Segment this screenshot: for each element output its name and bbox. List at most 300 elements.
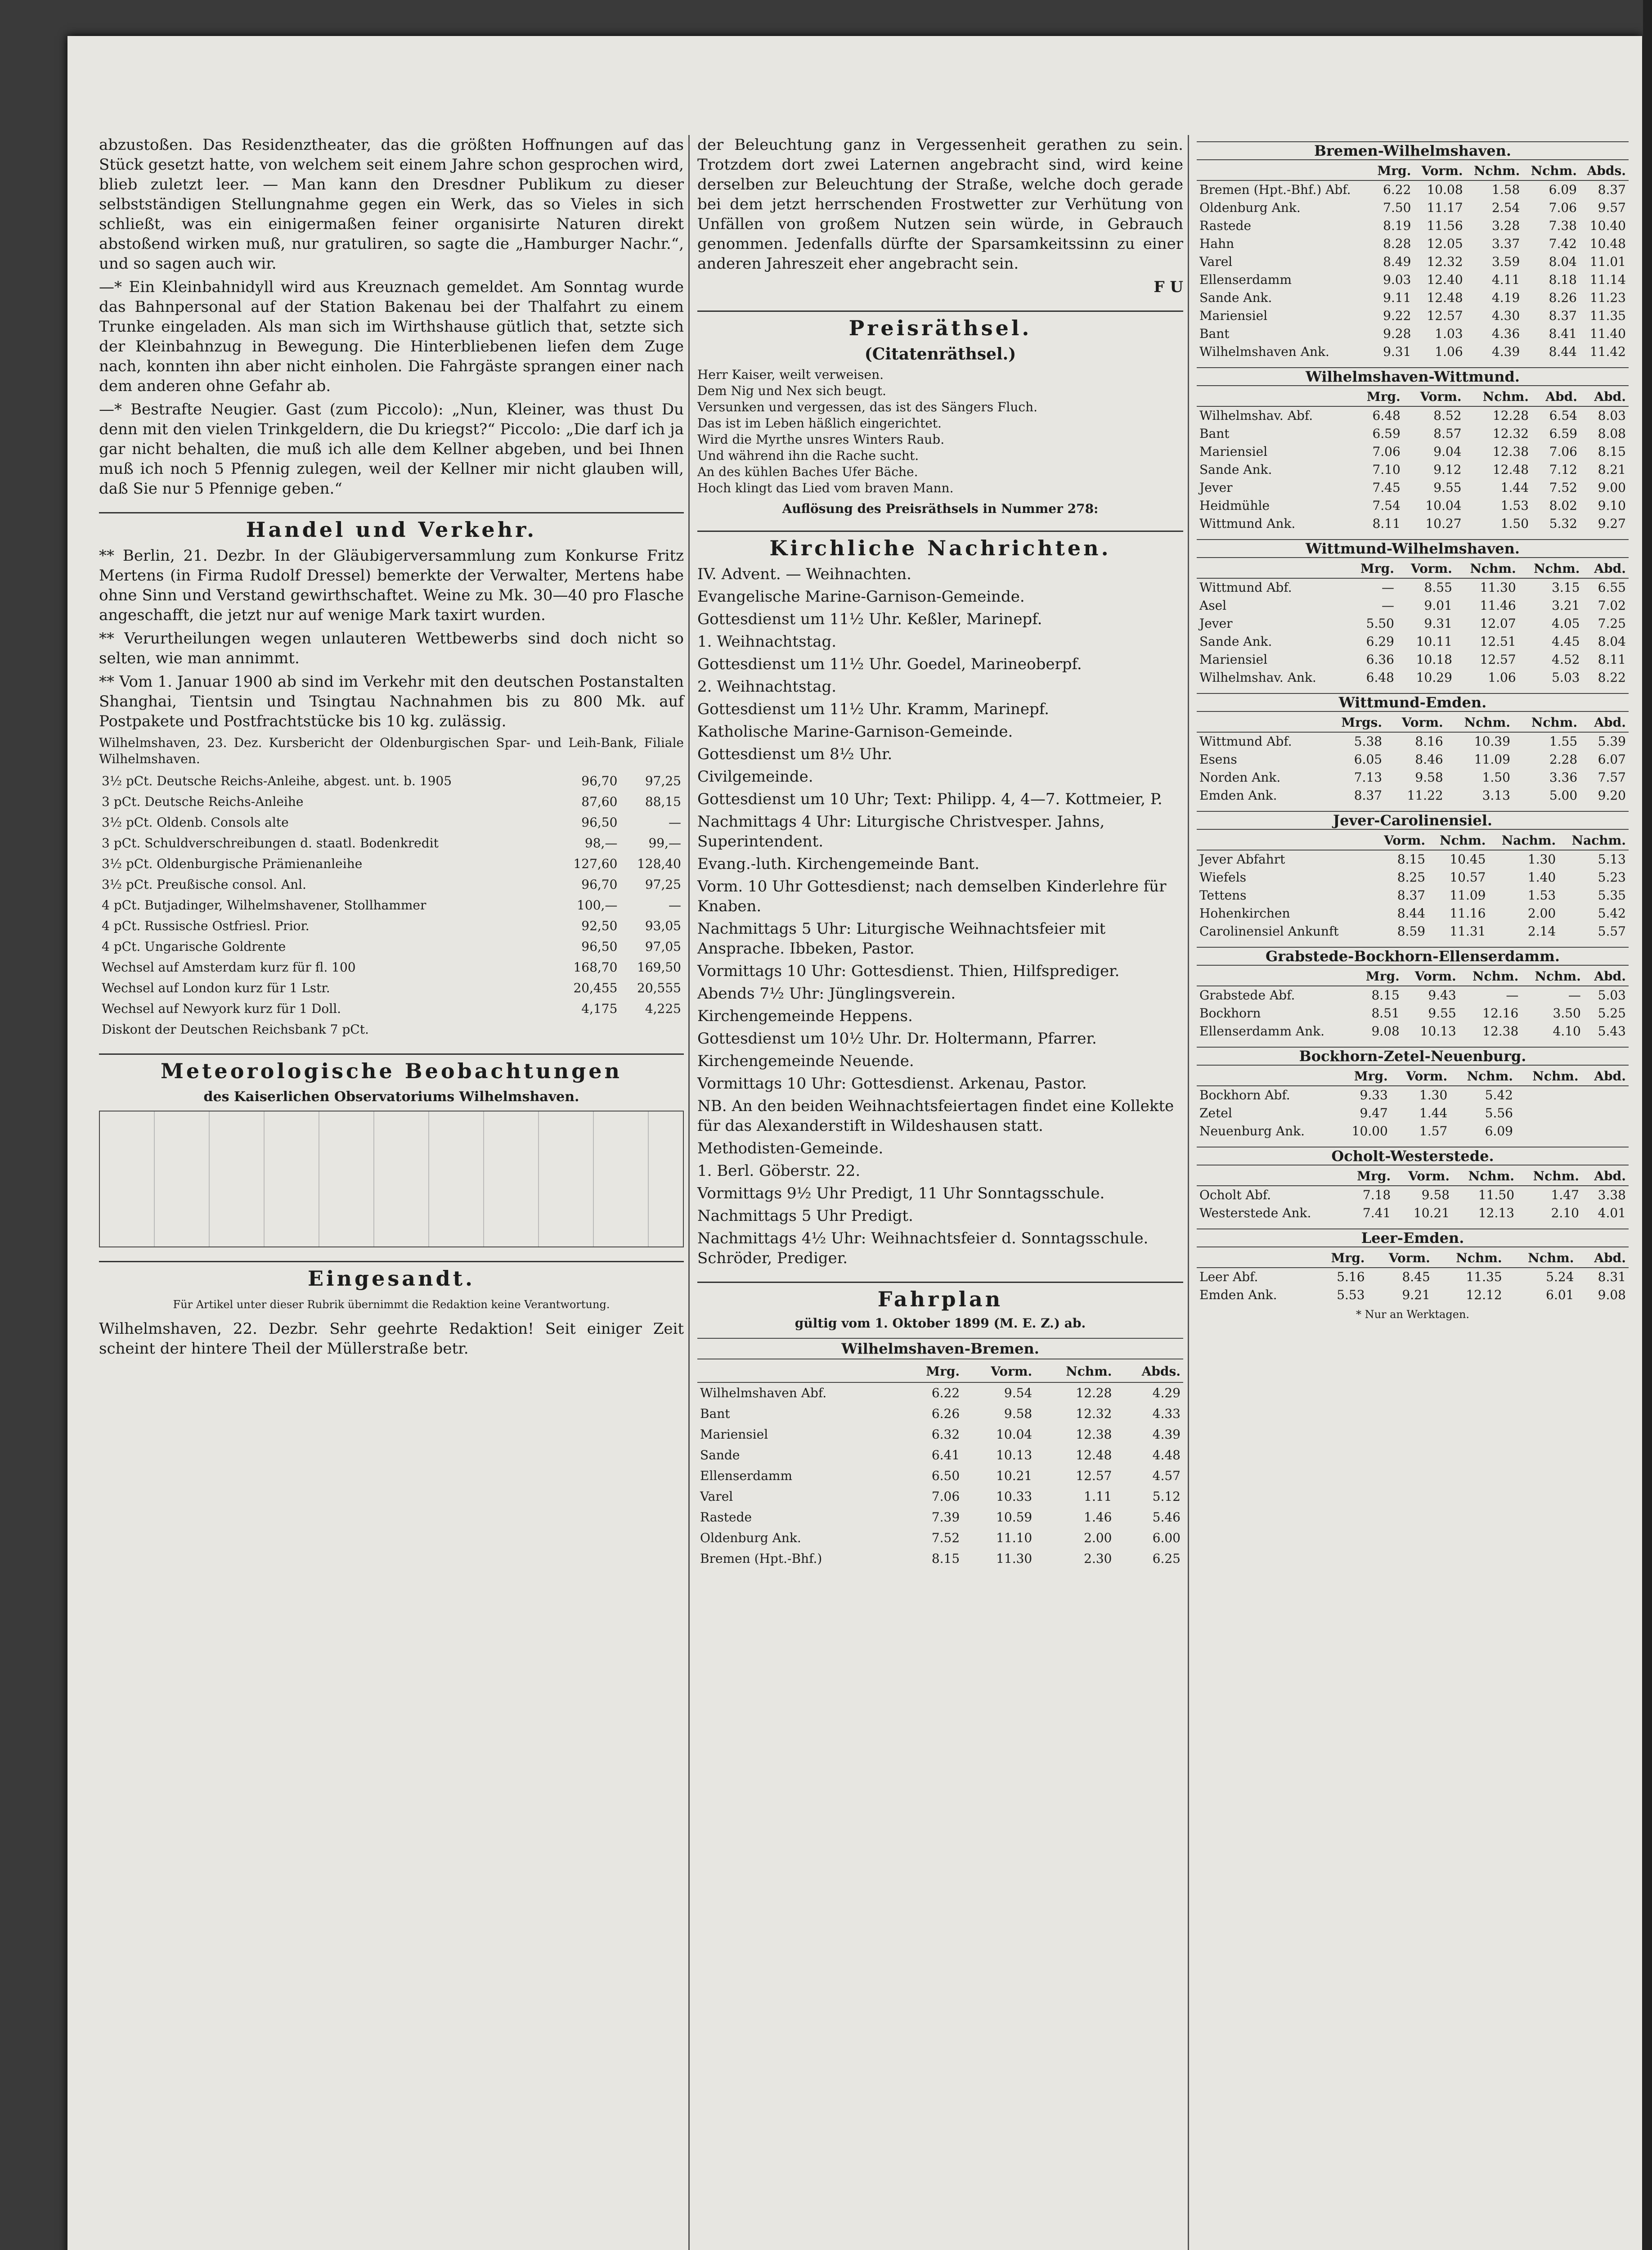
list-item: Und während ihn die Rache sucht. bbox=[697, 448, 919, 463]
table-cell: 3 pCt. Deutsche Reichs-Anleihe bbox=[102, 794, 304, 809]
table-row bbox=[99, 874, 684, 895]
table-cell: 10.13 bbox=[996, 1448, 1032, 1462]
table-cell: 5.35 bbox=[1598, 888, 1626, 903]
list-item: 2. Weihnachtstag. bbox=[697, 678, 837, 696]
table-cell: 7.06 bbox=[1372, 444, 1401, 459]
list-item: Gottesdienst um 11½ Uhr. Keßler, Marinepf. bbox=[697, 610, 1042, 628]
timetable-note: * Nur an Werktagen. bbox=[1356, 1308, 1470, 1321]
table-cell: Bremen (Hpt.-Bhf.) Abf. bbox=[1199, 182, 1351, 197]
table-cell: 2.00 bbox=[1084, 1530, 1112, 1545]
table-cell: 8.16 bbox=[1415, 734, 1443, 749]
table-cell: 6.22 bbox=[1383, 182, 1411, 197]
table-cell: 9.27 bbox=[1598, 516, 1626, 531]
table-row bbox=[99, 916, 684, 936]
table-header: Vorm. bbox=[1403, 388, 1464, 406]
table-cell: 8.45 bbox=[1402, 1269, 1430, 1284]
table-cell: 12.57 bbox=[1480, 652, 1516, 667]
table-row bbox=[1197, 289, 1629, 307]
table-cell: 12.51 bbox=[1480, 634, 1516, 649]
table-cell: 3 pCt. Schuldverschreibungen d. staatl. Bodenkredit bbox=[102, 836, 439, 850]
table-header: Vorm. bbox=[1397, 560, 1455, 578]
kirche-lines bbox=[697, 564, 1183, 1268]
table-header-row bbox=[1197, 560, 1629, 578]
table-row bbox=[1197, 1122, 1629, 1140]
table-row bbox=[99, 895, 684, 916]
table-cell: 3.36 bbox=[1549, 770, 1578, 785]
table-cell: Emden Ank. bbox=[1199, 788, 1277, 803]
table-header bbox=[1197, 388, 1352, 406]
table-header bbox=[1197, 832, 1367, 850]
table-cell: 6.32 bbox=[931, 1427, 960, 1442]
eingesandt-note: Für Artikel unter dieser Rubrik übernimmt die Redaktion keine Verantwortung. bbox=[173, 1298, 610, 1311]
table-cell: 10.21 bbox=[1413, 1206, 1450, 1220]
table-row bbox=[99, 999, 684, 1019]
table-cell bbox=[1367, 868, 1373, 886]
table-row bbox=[1197, 769, 1629, 787]
timetable bbox=[1197, 832, 1629, 940]
table-row bbox=[1197, 497, 1629, 515]
table-cell: 6.41 bbox=[931, 1448, 960, 1462]
table-header: Mrg. bbox=[1338, 1067, 1390, 1086]
table-cell bbox=[1581, 1104, 1629, 1122]
table-cell: 92,50 bbox=[581, 918, 618, 933]
table-cell: 2.54 bbox=[1491, 200, 1520, 215]
list-item: Gottesdienst um 10 Uhr; Text: Philipp. 4, 4—7. Kottmeier, P. bbox=[697, 790, 1163, 808]
table-cell: 9.55 bbox=[1433, 480, 1462, 495]
column-left bbox=[99, 135, 684, 1362]
table-cell: 10.33 bbox=[996, 1489, 1032, 1504]
list-item: Nachmittags 5 Uhr Predigt. bbox=[697, 1207, 913, 1225]
table-cell: 3.13 bbox=[1482, 788, 1510, 803]
table-cell: Wilhelmshaven Ank. bbox=[1199, 344, 1329, 359]
table-header: Abds. bbox=[1114, 1361, 1183, 1382]
table-header: Nchm. bbox=[1455, 560, 1519, 578]
table-cell: 6.05 bbox=[1354, 752, 1383, 767]
table-cell: Ocholt Abf. bbox=[1199, 1188, 1271, 1202]
table-cell: 5.24 bbox=[1546, 1269, 1574, 1284]
table-row bbox=[1197, 732, 1629, 751]
table-header: Nchm. bbox=[1452, 1167, 1517, 1186]
table-row bbox=[1197, 615, 1629, 633]
table-cell: 5.23 bbox=[1598, 870, 1626, 885]
table-cell: Sande bbox=[700, 1448, 740, 1462]
table-cell: Wiefels bbox=[1199, 870, 1247, 885]
table-header: Abd. bbox=[1580, 388, 1629, 406]
table-cell: 9.31 bbox=[1383, 344, 1411, 359]
table-cell: 9.33 bbox=[1360, 1088, 1388, 1102]
table-cell: 10.27 bbox=[1425, 516, 1462, 531]
table-header: Vorm. bbox=[1368, 1249, 1433, 1268]
table-cell: Tettens bbox=[1199, 888, 1247, 903]
table-cell: 5.25 bbox=[1598, 1006, 1626, 1021]
table-cell: Oldenburg Ank. bbox=[1199, 200, 1301, 215]
table-cell: 5.00 bbox=[1549, 788, 1578, 803]
list-item: Katholische Marine-Garnison-Gemeinde. bbox=[697, 723, 1013, 741]
table-cell: 12.38 bbox=[1076, 1427, 1112, 1442]
table-cell: 7.12 bbox=[1549, 462, 1577, 477]
scan-edge bbox=[1643, 0, 1652, 2250]
table-cell: 8.18 bbox=[1549, 272, 1577, 287]
table-cell: 6.25 bbox=[1152, 1551, 1181, 1566]
table-cell: 10.11 bbox=[1416, 634, 1452, 649]
table-header: Nchm. bbox=[1450, 1067, 1516, 1086]
table-row bbox=[1197, 1186, 1629, 1204]
table-cell bbox=[1581, 1122, 1629, 1140]
table-cell: 7.57 bbox=[1598, 770, 1626, 785]
table-cell: Mariensiel bbox=[1199, 444, 1268, 459]
table-cell: 5.38 bbox=[1354, 734, 1383, 749]
list-item: Civilgemeinde. bbox=[697, 768, 813, 786]
table-cell: 7.02 bbox=[1598, 598, 1626, 613]
table-header: Nchm. bbox=[1519, 560, 1583, 578]
table-row bbox=[1197, 443, 1629, 461]
table-cell: 11.09 bbox=[1450, 888, 1486, 903]
table-cell: 11.30 bbox=[996, 1551, 1032, 1566]
table-row bbox=[1197, 271, 1629, 289]
table-cell bbox=[1367, 886, 1373, 904]
table-cell: 9.55 bbox=[1428, 1006, 1456, 1021]
table-row bbox=[99, 936, 684, 957]
preis-lines bbox=[697, 367, 1183, 496]
section-heading-preis: Preisräthsel. bbox=[697, 310, 1183, 338]
table-row bbox=[1197, 986, 1629, 1004]
table-header: Nchm. bbox=[1035, 1361, 1114, 1382]
table-cell: 4.39 bbox=[1152, 1427, 1181, 1442]
table-header bbox=[1197, 1067, 1338, 1086]
list-item: Dem Nig und Nex sich beugt. bbox=[697, 383, 886, 398]
table-row bbox=[1197, 461, 1629, 479]
table-cell: 2.14 bbox=[1527, 924, 1556, 939]
table-cell: 7.13 bbox=[1354, 770, 1383, 785]
table-cell: 8.37 bbox=[1397, 888, 1426, 903]
table-row bbox=[1197, 406, 1629, 425]
table-row bbox=[1197, 868, 1629, 886]
table-cell: 4,225 bbox=[645, 1001, 681, 1016]
table-row bbox=[99, 854, 684, 874]
table-cell: 9.54 bbox=[1004, 1386, 1032, 1400]
table-header-row bbox=[1197, 968, 1629, 986]
table-cell: 11.30 bbox=[1480, 580, 1516, 595]
table-cell: 4.57 bbox=[1152, 1468, 1181, 1483]
table-row bbox=[99, 771, 684, 792]
table-cell bbox=[1516, 1086, 1581, 1104]
table-cell: 11.50 bbox=[1478, 1188, 1515, 1202]
table-cell: 6.55 bbox=[1598, 580, 1626, 595]
table-cell: 6.36 bbox=[1366, 652, 1394, 667]
table-cell: 3½ pCt. Preußische consol. Anl. bbox=[102, 877, 306, 892]
table-cell: Oldenburg Ank. bbox=[700, 1530, 801, 1545]
article-paragraph: —* Bestrafte Neugier. Gast (zum Piccolo): „Nun, Kleiner, was thust Du denn mit den vielen Trinkgeldern, die Du kriegst?“ Piccolo: „Die darf ich ja gar nicht behalten, die muß ich alle dem Kellner abgeben, und bei Ihnen muß ich noch 5 Pfennig zulegen, weil der Kellner mir nicht glauben will, daß Sie nur 5 Pfennige geben.“ bbox=[99, 400, 684, 498]
table-cell: Jever bbox=[1199, 616, 1233, 631]
table-cell: 3½ pCt. Deutsche Reichs-Anleihe, abgest. unt. b. 1905 bbox=[102, 774, 452, 788]
table-header: Nchm. bbox=[1446, 714, 1513, 732]
table-cell: 7.38 bbox=[1549, 218, 1577, 233]
timetable bbox=[1197, 560, 1629, 687]
table-cell: 10.18 bbox=[1416, 652, 1452, 667]
table-cell: Sande Ank. bbox=[1199, 290, 1272, 305]
table-header: Nchm. bbox=[1505, 1249, 1577, 1268]
table-cell: 4.36 bbox=[1491, 326, 1520, 341]
table-cell: Varel bbox=[1199, 254, 1233, 269]
table-cell: 6.09 bbox=[1549, 182, 1577, 197]
table-header-row bbox=[1197, 1167, 1629, 1186]
table-cell: 6.22 bbox=[931, 1386, 960, 1400]
table-cell: 8.02 bbox=[1549, 498, 1577, 513]
table-cell: 8.04 bbox=[1598, 634, 1626, 649]
list-item: Evangelische Marine-Garnison-Gemeinde. bbox=[697, 588, 1025, 606]
table-cell: 10.00 bbox=[1351, 1124, 1388, 1138]
table-cell: 9.43 bbox=[1428, 988, 1456, 1003]
table-cell: 9.10 bbox=[1598, 498, 1626, 513]
table-row bbox=[1197, 199, 1629, 217]
table-cell: 6.48 bbox=[1366, 670, 1394, 685]
table-cell: 169,50 bbox=[637, 960, 681, 975]
article-paragraph: abzustoßen. Das Residenztheater, das die größten Hoffnungen auf das Stück gesetzt hatte, von welchem seit einem Jahre schon gesprochen wird, blieb zuletzt leer. — Man kann den Dresdner Publikum zu dieser selbstständigen Stellungnahme gegen ein Werk, das so Vieles in sich schließt, was ein einigermaßen feiner organisirte Naturen direkt abstoßend wirken muß, nur gratuliren, so sagte die „Hamburger Nachr.“, und so sagen auch wir. bbox=[99, 136, 684, 273]
table-cell: 100,— bbox=[577, 898, 618, 913]
table-cell: 8.15 bbox=[931, 1551, 960, 1566]
table-cell: 168,70 bbox=[573, 960, 618, 975]
table-cell: 9.08 bbox=[1598, 1287, 1626, 1302]
table-header bbox=[1367, 832, 1373, 850]
article-paragraph: der Beleuchtung ganz in Vergessenheit gerathen zu sein. Trotzdem dort zwei Laternen angebracht sind, wird keine derselben zur Beleuchtung der Straße, welche doch gerade bei dem jetzt herrschenden Frostwetter zur Verhütung von Unfällen von großem Nutzen sein würde, in Gebrauch genommen. Jedenfalls dürfte der Sparsamkeitssinn zu einer anderen Jahreszeit eher angebracht sein. bbox=[697, 136, 1183, 273]
table-cell: 10.40 bbox=[1589, 218, 1626, 233]
table-cell: 12.13 bbox=[1478, 1206, 1515, 1220]
table-cell: 96,50 bbox=[581, 939, 618, 954]
table-header: Nchm. bbox=[1466, 162, 1523, 180]
table-row bbox=[1197, 1286, 1629, 1304]
table-cell: 5.42 bbox=[1598, 906, 1626, 921]
column-rule bbox=[688, 135, 690, 2250]
table-header bbox=[1197, 1249, 1313, 1268]
table-cell: 12.32 bbox=[1076, 1406, 1112, 1421]
table-cell: Hahn bbox=[1199, 236, 1235, 251]
table-header: Abd. bbox=[1581, 1067, 1629, 1086]
list-item: Evang.-luth. Kirchengemeinde Bant. bbox=[697, 855, 980, 873]
table-cell: 8.19 bbox=[1383, 218, 1411, 233]
table-cell: 8.04 bbox=[1549, 254, 1577, 269]
table-cell: 4.01 bbox=[1598, 1206, 1626, 1220]
table-cell: 11.40 bbox=[1589, 326, 1626, 341]
table-cell: 7.39 bbox=[931, 1510, 960, 1525]
table-cell: 4.19 bbox=[1491, 290, 1520, 305]
table-cell: 12.57 bbox=[1076, 1468, 1112, 1483]
table-cell: 8.25 bbox=[1397, 870, 1426, 885]
table-cell: Mariensiel bbox=[1199, 652, 1268, 667]
table-cell: 5.53 bbox=[1337, 1287, 1365, 1302]
table-header: Nchm. bbox=[1521, 968, 1584, 986]
table-cell: 4.05 bbox=[1552, 616, 1580, 631]
table-cell: 5.42 bbox=[1485, 1088, 1513, 1102]
table-cell: Jever bbox=[1199, 480, 1233, 495]
table-row bbox=[1197, 1104, 1629, 1122]
table-cell: 4 pCt. Ungarische Goldrente bbox=[102, 939, 286, 954]
table-cell: 6.48 bbox=[1372, 408, 1401, 423]
timetable-title: Jever-Carolinensiel. bbox=[1197, 811, 1629, 830]
table-cell: 2.28 bbox=[1549, 752, 1578, 767]
table-cell: — bbox=[669, 815, 681, 830]
table-cell: 12.48 bbox=[1492, 462, 1529, 477]
table-cell: 1.30 bbox=[1527, 852, 1556, 867]
table-cell: 8.08 bbox=[1598, 426, 1626, 441]
table-row bbox=[1197, 1022, 1629, 1040]
list-item: Methodisten-Gemeinde. bbox=[697, 1139, 884, 1157]
table-cell: Diskont der Deutschen Reichsbank 7 pCt. bbox=[102, 1022, 369, 1037]
table-header: Vorm. bbox=[1402, 968, 1459, 986]
table-cell: 11.35 bbox=[1466, 1269, 1502, 1284]
table-row bbox=[99, 957, 684, 978]
table-cell: 9.58 bbox=[1004, 1406, 1032, 1421]
list-item: 1. Weihnachtstag. bbox=[697, 633, 837, 651]
table-row bbox=[99, 978, 684, 999]
table-cell: 12.12 bbox=[1466, 1287, 1502, 1302]
table-cell: 10.48 bbox=[1589, 236, 1626, 251]
list-item: An des kühlen Baches Ufer Bäche. bbox=[697, 464, 918, 479]
table-cell: Wechsel auf London kurz für 1 Lstr. bbox=[102, 981, 330, 995]
list-item: Vormittags 9½ Uhr Predigt, 11 Uhr Sonntagsschule. bbox=[697, 1184, 1105, 1202]
fahrplan-route: Wilhelmshaven-Bremen. bbox=[697, 1338, 1183, 1359]
table-cell: 88,15 bbox=[645, 794, 681, 809]
table-row bbox=[697, 1404, 1183, 1424]
table-cell bbox=[620, 1019, 684, 1040]
table-cell: 7.06 bbox=[931, 1489, 960, 1504]
list-item: Kirchengemeinde Neuende. bbox=[697, 1052, 914, 1070]
table-row bbox=[697, 1507, 1183, 1528]
list-item: NB. An den beiden Weihnachtsfeiertagen findet eine Kollekte für das Alexanderstift in Wildeshausen statt. bbox=[697, 1097, 1174, 1135]
table-cell: 9.01 bbox=[1424, 598, 1452, 613]
table-cell: 11.22 bbox=[1407, 788, 1443, 803]
table-row bbox=[1197, 479, 1629, 497]
table-header: Nchm. bbox=[1513, 714, 1580, 732]
table-header bbox=[697, 1361, 902, 1382]
table-row bbox=[1197, 515, 1629, 533]
table-cell: 6.54 bbox=[1549, 408, 1577, 423]
table-row bbox=[99, 792, 684, 812]
table-cell: 4.30 bbox=[1491, 308, 1520, 323]
table-cell: 10.57 bbox=[1450, 870, 1486, 885]
table-cell: 8.44 bbox=[1397, 906, 1426, 921]
table-cell: 5.57 bbox=[1598, 924, 1626, 939]
table-cell: 1.40 bbox=[1527, 870, 1556, 885]
table-cell: 1.06 bbox=[1488, 670, 1516, 685]
timetable bbox=[1197, 388, 1629, 533]
table-cell: 7.52 bbox=[1549, 480, 1577, 495]
table-header: Nchm. bbox=[1516, 1067, 1581, 1086]
table-cell: 128,40 bbox=[637, 856, 681, 871]
table-row bbox=[1197, 425, 1629, 443]
section-heading-meteo: Meteorologische Beobachtungen bbox=[99, 1053, 684, 1081]
kurs-table bbox=[99, 771, 684, 1040]
column-middle bbox=[697, 135, 1183, 1569]
table-cell: 5.39 bbox=[1598, 734, 1626, 749]
table-cell: 11.56 bbox=[1427, 218, 1463, 233]
table-cell: 9.11 bbox=[1383, 290, 1411, 305]
table-cell: 12.16 bbox=[1482, 1006, 1519, 1021]
table-row bbox=[1197, 325, 1629, 343]
table-cell: 3.15 bbox=[1552, 580, 1580, 595]
table-cell: 96,70 bbox=[581, 774, 618, 788]
table-cell: 3.21 bbox=[1552, 598, 1580, 613]
table-cell: 3.50 bbox=[1553, 1006, 1581, 1021]
timetable bbox=[1197, 1167, 1629, 1222]
table-cell: 9.04 bbox=[1433, 444, 1462, 459]
preis-note: Auflösung des Preisräthsels in Nummer 278: bbox=[782, 501, 1099, 516]
table-header-row bbox=[1197, 1249, 1629, 1268]
table-header-row bbox=[1197, 162, 1629, 180]
table-cell: Grabstede Abf. bbox=[1199, 988, 1295, 1003]
table-cell bbox=[1367, 850, 1373, 868]
table-header: Mrg. bbox=[1344, 1167, 1394, 1186]
table-header: Abd. bbox=[1580, 714, 1629, 732]
table-cell: Bockhorn Abf. bbox=[1199, 1088, 1290, 1102]
table-cell: 7.50 bbox=[1383, 200, 1411, 215]
table-cell: 1.44 bbox=[1419, 1106, 1448, 1120]
table-row bbox=[1197, 1268, 1629, 1286]
table-cell: 1.30 bbox=[1419, 1088, 1448, 1102]
timetable-title: Leer-Emden. bbox=[1197, 1228, 1629, 1247]
table-cell: 5.16 bbox=[1337, 1269, 1365, 1284]
table-cell: 1.53 bbox=[1500, 498, 1529, 513]
table-cell: 9.20 bbox=[1598, 788, 1626, 803]
table-cell: 97,25 bbox=[645, 774, 681, 788]
table-cell: 1.55 bbox=[1549, 734, 1578, 749]
table-header: Nchm. bbox=[1517, 1167, 1582, 1186]
table-cell: 8.03 bbox=[1598, 408, 1626, 423]
table-cell: 9.31 bbox=[1424, 616, 1452, 631]
table-header-row bbox=[1197, 388, 1629, 406]
section-heading-handel: Handel und Verkehr. bbox=[99, 512, 684, 540]
table-cell: 8.15 bbox=[1598, 444, 1626, 459]
table-cell: 9.58 bbox=[1421, 1188, 1450, 1202]
table-cell: 8.37 bbox=[1354, 788, 1383, 803]
table-header: Mrgs. bbox=[1324, 714, 1385, 732]
table-header-row bbox=[1197, 832, 1629, 850]
table-cell: 9.12 bbox=[1433, 462, 1462, 477]
table-cell: 3.37 bbox=[1491, 236, 1520, 251]
table-cell: Ellenserdamm Ank. bbox=[1199, 1024, 1325, 1039]
table-row bbox=[1197, 904, 1629, 922]
timetable-title: Bockhorn-Zetel-Neuenburg. bbox=[1197, 1047, 1629, 1066]
table-cell: 5.56 bbox=[1485, 1106, 1513, 1120]
table-cell: 12.38 bbox=[1492, 444, 1529, 459]
article-paragraph: ** Berlin, 21. Dezbr. In der Gläubigerversammlung zum Konkurse Fritz Mertens (in Firma Rudolf Dressel) bemerkte der Verwalter, Mertens habe ohne Sinn und Verstand gewirthschaftet. Weine zu Mk. 30—40 pro Flasche angeschafft, die jetzt nur auf wenige Mark taxirt wurden. bbox=[99, 547, 684, 624]
table-cell: Wilhelmshaven Abf. bbox=[700, 1386, 827, 1400]
table-cell: 8.28 bbox=[1383, 236, 1411, 251]
table-cell: 12.32 bbox=[1492, 426, 1529, 441]
table-cell: Bant bbox=[1199, 326, 1230, 341]
list-item: Vormittags 10 Uhr: Gottesdienst. Arkenau, Pastor. bbox=[697, 1075, 1087, 1093]
table-cell: 20,455 bbox=[573, 981, 618, 995]
table-cell: 12.07 bbox=[1480, 616, 1516, 631]
table-cell bbox=[1367, 904, 1373, 922]
table-cell: 12.48 bbox=[1076, 1448, 1112, 1462]
table-cell: 4.33 bbox=[1152, 1406, 1181, 1421]
table-cell: 11.09 bbox=[1474, 752, 1510, 767]
table-row bbox=[1197, 1086, 1629, 1104]
table-cell: 6.26 bbox=[931, 1406, 960, 1421]
table-cell: 3½ pCt. Oldenburgische Prämienanleihe bbox=[102, 856, 363, 871]
table-header: Nachm. bbox=[1558, 832, 1629, 850]
table-cell: 11.42 bbox=[1589, 344, 1626, 359]
table-cell: 1.57 bbox=[1419, 1124, 1448, 1138]
table-cell: 1.47 bbox=[1551, 1188, 1579, 1202]
timetable-title: Wittmund-Wilhelmshaven. bbox=[1197, 539, 1629, 558]
table-row bbox=[99, 812, 684, 833]
list-item: Vormittags 10 Uhr: Gottesdienst. Thien, Hilfsprediger. bbox=[697, 962, 1120, 980]
table-cell: 7.54 bbox=[1372, 498, 1401, 513]
table-cell: 4.48 bbox=[1152, 1448, 1181, 1462]
list-item: Das ist im Leben häßlich eingerichtet. bbox=[697, 416, 942, 431]
table-cell: 12.48 bbox=[1427, 290, 1463, 305]
